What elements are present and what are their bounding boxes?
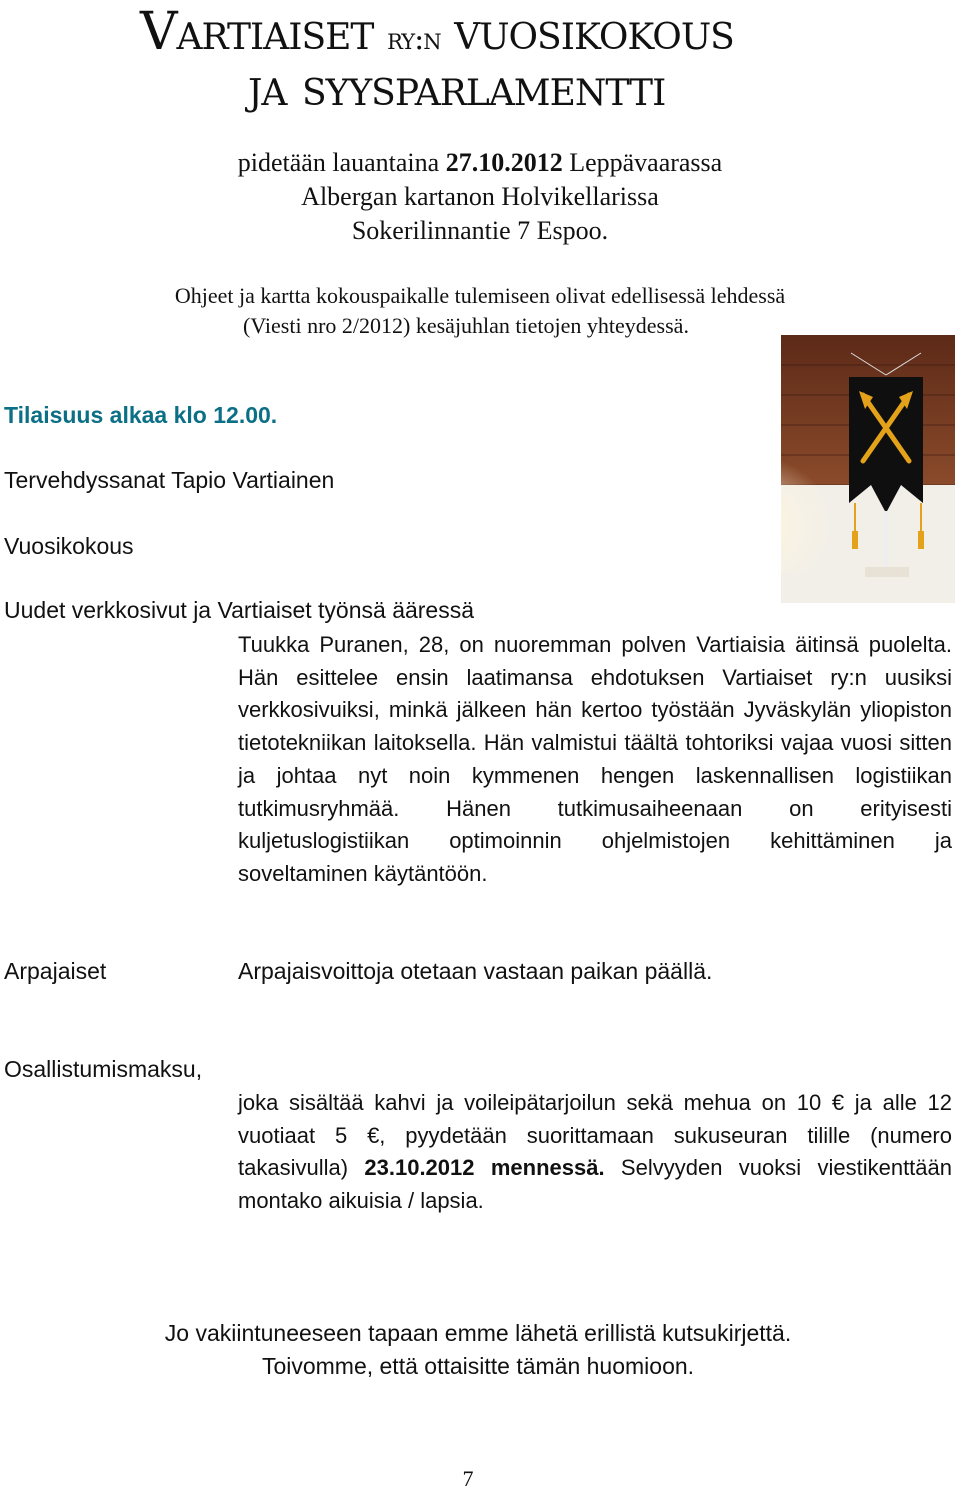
closing-line-1: Jo vakiintuneeseen tapaan emme lähetä erillistä kutsukirjettä.	[164, 1320, 792, 1346]
website-item-description: Tuukka Puranen, 28, on nuoremman polven Vartiaisia äitinsä puolelta. Hän esittelee ensin laatimansa ehdotuksen Vartiaiset ry:n uusiksi verkkosivuiksi, minkä jälkeen hän kertoo työstään Jyväskylän yliopiston tietotekniikan laitoksella. Hän valmistui täältä tohtoriksi vajaa vuosi sitten ja johtaa nyt noin kymmenen hengen laskennallisen logistiikan tutkimusryhmää. Hänen tutkimusaiheenaan on erityisesti kuljetuslogistiikan optimoinnin ohjelmistojen kehittäminen ja soveltaminen käytäntöön.	[238, 632, 952, 886]
website-item-title: Uudet verkkosivut ja Vartiaiset työnsä ääressä	[4, 597, 475, 623]
lottery-text: Arpajaisvoittoja otetaan vastaan paikan päällä.	[238, 958, 713, 984]
closing-line-2: Toivomme, että ottaisitte tämän huomioon.	[261, 1353, 695, 1379]
banner-photo	[781, 335, 955, 603]
instructions-line-1: Ohjeet ja kartta kokouspaikalle tulemiseen olivat edellisessä lehdessä	[174, 283, 786, 308]
venue-line-2: Albergan kartanon Holvikellarissa	[301, 182, 659, 211]
title-word-ryn: ry:n	[387, 22, 441, 57]
venue-line-3: Sokerilinnantie 7 Espoo.	[351, 216, 609, 245]
start-time: Tilaisuus alkaa klo 12.00.	[4, 402, 278, 428]
title-word-vuosikokous: vuosikokous	[454, 2, 734, 62]
document-subtitle: ja syysparlamentti	[248, 58, 666, 118]
document-title	[140, 2, 734, 62]
fee-deadline: 23.10.2012 mennessä.	[364, 1155, 605, 1181]
venue-date: 27.10.2012	[445, 148, 563, 177]
venue-line-1: pidetään lauantaina 27.10.2012 Leppävaarassa	[237, 148, 723, 177]
lottery-label: Arpajaiset	[4, 958, 107, 984]
fee-label: Osallistumismaksu,	[4, 1056, 203, 1082]
greeting-item: Tervehdyssanat Tapio Vartiainen	[4, 467, 335, 493]
instructions-line-2: (Viesti nro 2/2012) kesäjuhlan tietojen yhteydessä.	[243, 313, 689, 338]
meeting-item: Vuosikokous	[4, 533, 134, 559]
title-word-vartiaiset: Vartiaiset	[140, 2, 374, 62]
banner-photo-icon	[781, 335, 955, 603]
page-number: 7	[462, 1466, 474, 1491]
fee-text: joka sisältää kahvi ja voileipätarjoilun sekä mehua on 10 € ja alle 12 vuotiaat 5 €, pyydetään suorittamaan sukuseuran tilille (numero takasivulla) 23.10.2012 mennessä. Selvyyden vuoksi viestikenttään montako aikuisia / lapsia.	[238, 1090, 952, 1214]
